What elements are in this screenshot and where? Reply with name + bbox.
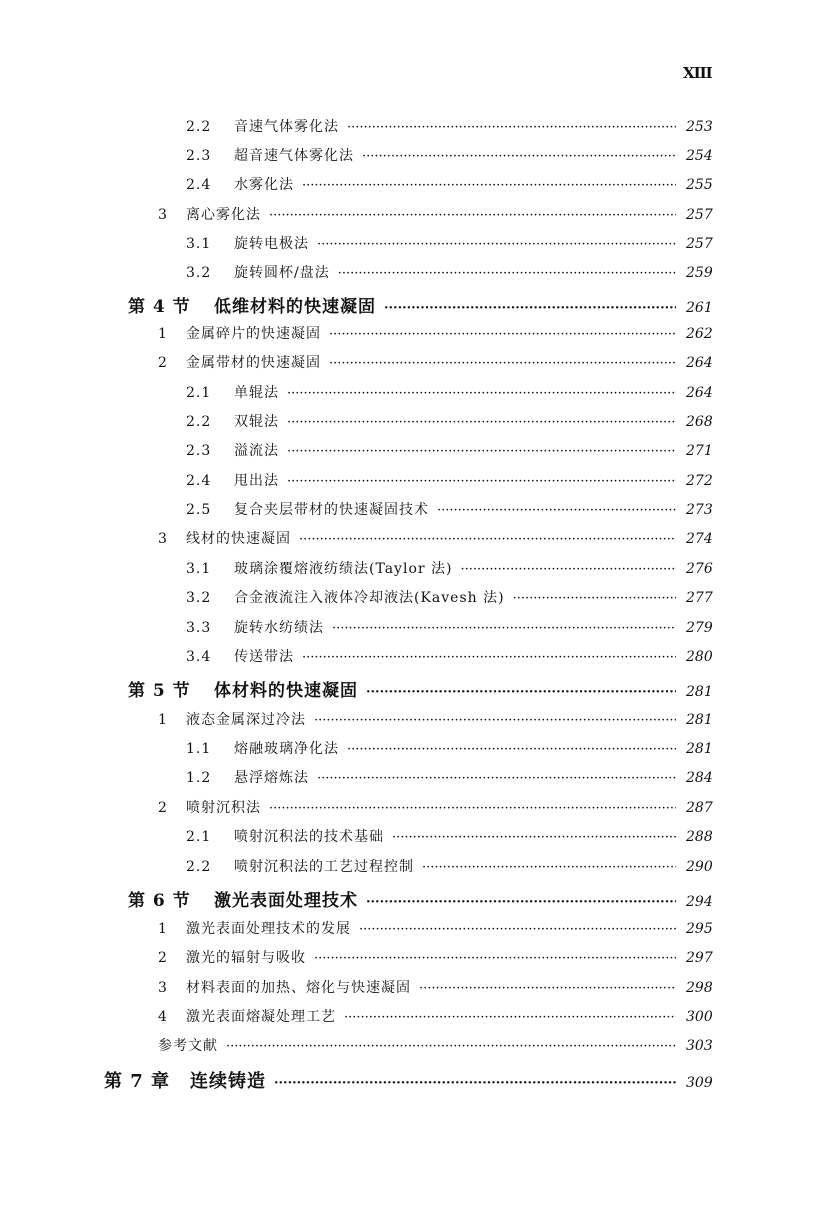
entry-page: 281 <box>686 684 713 700</box>
dot-leader <box>392 830 676 845</box>
entry-title: 溢流法 <box>234 443 279 459</box>
toc-section-heading <box>128 676 716 701</box>
toc-entry <box>186 646 716 668</box>
toc-entry <box>158 528 716 550</box>
entry-title: 金属带材的快速凝固 <box>186 355 321 371</box>
entry-page: 287 <box>686 800 713 816</box>
dot-leader <box>317 771 676 786</box>
entry-number: 2 <box>158 950 168 966</box>
dot-leader <box>299 532 676 547</box>
entry-title: 传送带法 <box>234 649 294 665</box>
entry-page: 274 <box>686 531 713 547</box>
entry-page: 261 <box>686 300 713 316</box>
entry-title: 合金液流注入液体冷却液法(Kavesh 法) <box>234 590 505 606</box>
entry-number: 2.4 <box>186 473 212 489</box>
dot-leader <box>329 356 676 371</box>
entry-number: 1.2 <box>186 770 212 786</box>
entry-title: 音速气体雾化法 <box>234 119 339 135</box>
entry-page: 281 <box>686 741 713 757</box>
dot-leader <box>460 562 676 577</box>
entry-title: 激光表面处理技术 <box>214 891 358 911</box>
toc-entry <box>186 470 716 492</box>
toc-entry <box>186 382 716 404</box>
entry-page: 272 <box>686 473 713 489</box>
toc-chapter-heading <box>104 1067 716 1092</box>
dot-leader <box>422 860 676 875</box>
entry-number: 2 <box>158 800 168 816</box>
dot-leader <box>287 474 676 489</box>
toc-entry <box>186 738 716 760</box>
entry-number: 2.2 <box>186 859 212 875</box>
entry-number: 1 <box>158 712 168 728</box>
entry-number: 2 <box>158 355 168 371</box>
dot-leader <box>302 178 676 193</box>
entry-page: 280 <box>686 649 713 665</box>
entry-title: 连续铸造 <box>190 1071 266 1092</box>
entry-number: 3 <box>158 980 168 996</box>
toc-entry <box>158 977 716 999</box>
entry-title: 参考文献 <box>158 1038 218 1054</box>
toc-entry <box>158 204 716 226</box>
entry-number: 3.2 <box>186 590 212 606</box>
dot-leader <box>317 237 676 252</box>
entry-number: 第 6 节 <box>128 891 191 911</box>
entry-number: 1 <box>158 326 168 342</box>
entry-number: 3.4 <box>186 649 212 665</box>
entry-title: 线材的快速凝固 <box>186 531 291 547</box>
entry-page: 279 <box>686 620 713 636</box>
entry-title: 低维材料的快速凝固 <box>214 297 376 317</box>
entry-number: 第 4 节 <box>128 297 191 317</box>
dot-leader <box>287 444 676 459</box>
entry-page: 262 <box>686 326 713 342</box>
dot-leader <box>384 301 676 316</box>
entry-page: 276 <box>686 561 713 577</box>
toc-entry <box>158 352 716 374</box>
entry-number: 3 <box>158 207 168 223</box>
dot-leader <box>314 713 676 728</box>
toc-entry <box>158 1006 716 1028</box>
entry-number: 2.4 <box>186 177 212 193</box>
entry-number: 4 <box>158 1009 168 1025</box>
dot-leader <box>359 922 676 937</box>
entry-number: 2.2 <box>186 414 212 430</box>
dot-leader <box>287 386 676 401</box>
entry-title: 甩出法 <box>234 473 279 489</box>
toc-section-heading <box>128 292 716 317</box>
entry-number: 2.1 <box>186 829 212 845</box>
dot-leader <box>338 266 676 281</box>
toc-entry <box>186 116 716 138</box>
dot-leader <box>366 685 676 700</box>
entry-title: 喷射沉积法的技术基础 <box>234 829 384 845</box>
entry-page: 268 <box>686 414 713 430</box>
entry-title: 激光表面熔凝处理工艺 <box>186 1009 336 1025</box>
entry-page: 273 <box>686 502 713 518</box>
entry-title: 体材料的快速凝固 <box>214 681 358 701</box>
entry-title: 悬浮熔炼法 <box>234 770 309 786</box>
toc-entry <box>158 323 716 345</box>
toc-entry <box>186 767 716 789</box>
entry-number: 2.2 <box>186 119 212 135</box>
entry-number: 2.1 <box>186 385 212 401</box>
entry-title: 单辊法 <box>234 385 279 401</box>
toc-entry <box>186 617 716 639</box>
entry-number: 3.1 <box>186 236 212 252</box>
toc-entry <box>186 856 716 878</box>
entry-title: 双辊法 <box>234 414 279 430</box>
dot-leader <box>362 149 676 164</box>
entry-title: 旋转电极法 <box>234 236 309 252</box>
toc-entry <box>158 918 716 940</box>
entry-number: 3.1 <box>186 561 212 577</box>
entry-title: 超音速气体雾化法 <box>234 148 354 164</box>
entry-title: 喷射沉积法 <box>186 800 261 816</box>
entry-number: 2.3 <box>186 443 212 459</box>
page-number: XIII <box>683 64 712 82</box>
entry-page: 290 <box>686 859 713 875</box>
entry-number: 第 7 章 <box>104 1071 171 1092</box>
toc-entry <box>186 262 716 284</box>
entry-title: 复合夹层带材的快速凝固技术 <box>234 502 429 518</box>
dot-leader <box>513 591 676 606</box>
toc-entry <box>186 411 716 433</box>
entry-title: 喷射沉积法的工艺过程控制 <box>234 859 414 875</box>
entry-page: 264 <box>686 355 713 371</box>
entry-number: 3.3 <box>186 620 212 636</box>
entry-number: 3.2 <box>186 265 212 281</box>
entry-page: 303 <box>686 1038 713 1054</box>
entry-title: 激光表面处理技术的发展 <box>186 921 351 937</box>
entry-number: 1 <box>158 921 168 937</box>
entry-page: 264 <box>686 385 713 401</box>
entry-title: 旋转水纺绩法 <box>234 620 324 636</box>
dot-leader <box>226 1039 676 1054</box>
entry-number: 2.3 <box>186 148 212 164</box>
dot-leader <box>269 801 676 816</box>
entry-number: 3 <box>158 531 168 547</box>
entry-title: 激光的辐射与吸收 <box>186 950 306 966</box>
entry-title: 金属碎片的快速凝固 <box>186 326 321 342</box>
entry-title: 离心雾化法 <box>186 207 261 223</box>
dot-leader <box>366 895 676 910</box>
entry-page: 255 <box>686 177 713 193</box>
toc-entry <box>158 709 716 731</box>
entry-number: 1.1 <box>186 741 212 757</box>
entry-title: 熔融玻璃净化法 <box>234 741 339 757</box>
toc-section-heading <box>128 886 716 911</box>
entry-number: 第 5 节 <box>128 681 191 701</box>
entry-page: 254 <box>686 148 713 164</box>
entry-page: 253 <box>686 119 713 135</box>
entry-page: 257 <box>686 207 713 223</box>
entry-page: 281 <box>686 712 713 728</box>
dot-leader <box>269 208 676 223</box>
dot-leader <box>347 120 676 135</box>
dot-leader <box>437 503 676 518</box>
entry-title: 玻璃涂覆熔液纺绩法(Taylor 法) <box>234 561 453 577</box>
toc-entry <box>186 499 716 521</box>
entry-number: 2.5 <box>186 502 212 518</box>
toc-entry <box>186 826 716 848</box>
dot-leader <box>344 1010 676 1025</box>
entry-page: 309 <box>686 1075 713 1091</box>
entry-page: 298 <box>686 980 713 996</box>
entry-page: 271 <box>686 443 713 459</box>
dot-leader <box>419 981 676 996</box>
entry-title: 液态金属深过冷法 <box>186 712 306 728</box>
dot-leader <box>287 415 676 430</box>
entry-title: 水雾化法 <box>234 177 294 193</box>
entry-page: 288 <box>686 829 713 845</box>
toc-entry <box>186 558 716 580</box>
entry-page: 297 <box>686 950 713 966</box>
toc-entry <box>158 947 716 969</box>
toc-entry <box>186 145 716 167</box>
entry-page: 277 <box>686 590 713 606</box>
dot-leader <box>302 650 676 665</box>
toc-entry <box>186 587 716 609</box>
toc-entry <box>186 440 716 462</box>
dot-leader <box>329 327 676 342</box>
dot-leader <box>274 1076 676 1091</box>
toc-entry <box>186 233 716 255</box>
dot-leader <box>347 742 676 757</box>
entry-page: 300 <box>686 1009 713 1025</box>
entry-page: 259 <box>686 265 713 281</box>
toc-entry <box>158 797 716 819</box>
entry-page: 295 <box>686 921 713 937</box>
toc-references <box>158 1035 716 1057</box>
dot-leader <box>332 621 676 636</box>
entry-title: 材料表面的加热、熔化与快速凝固 <box>186 980 411 996</box>
entry-title: 旋转圆杯/盘法 <box>234 265 330 281</box>
dot-leader <box>314 951 676 966</box>
entry-page: 257 <box>686 236 713 252</box>
toc-entry <box>186 174 716 196</box>
entry-page: 294 <box>686 894 713 910</box>
entry-page: 284 <box>686 770 713 786</box>
